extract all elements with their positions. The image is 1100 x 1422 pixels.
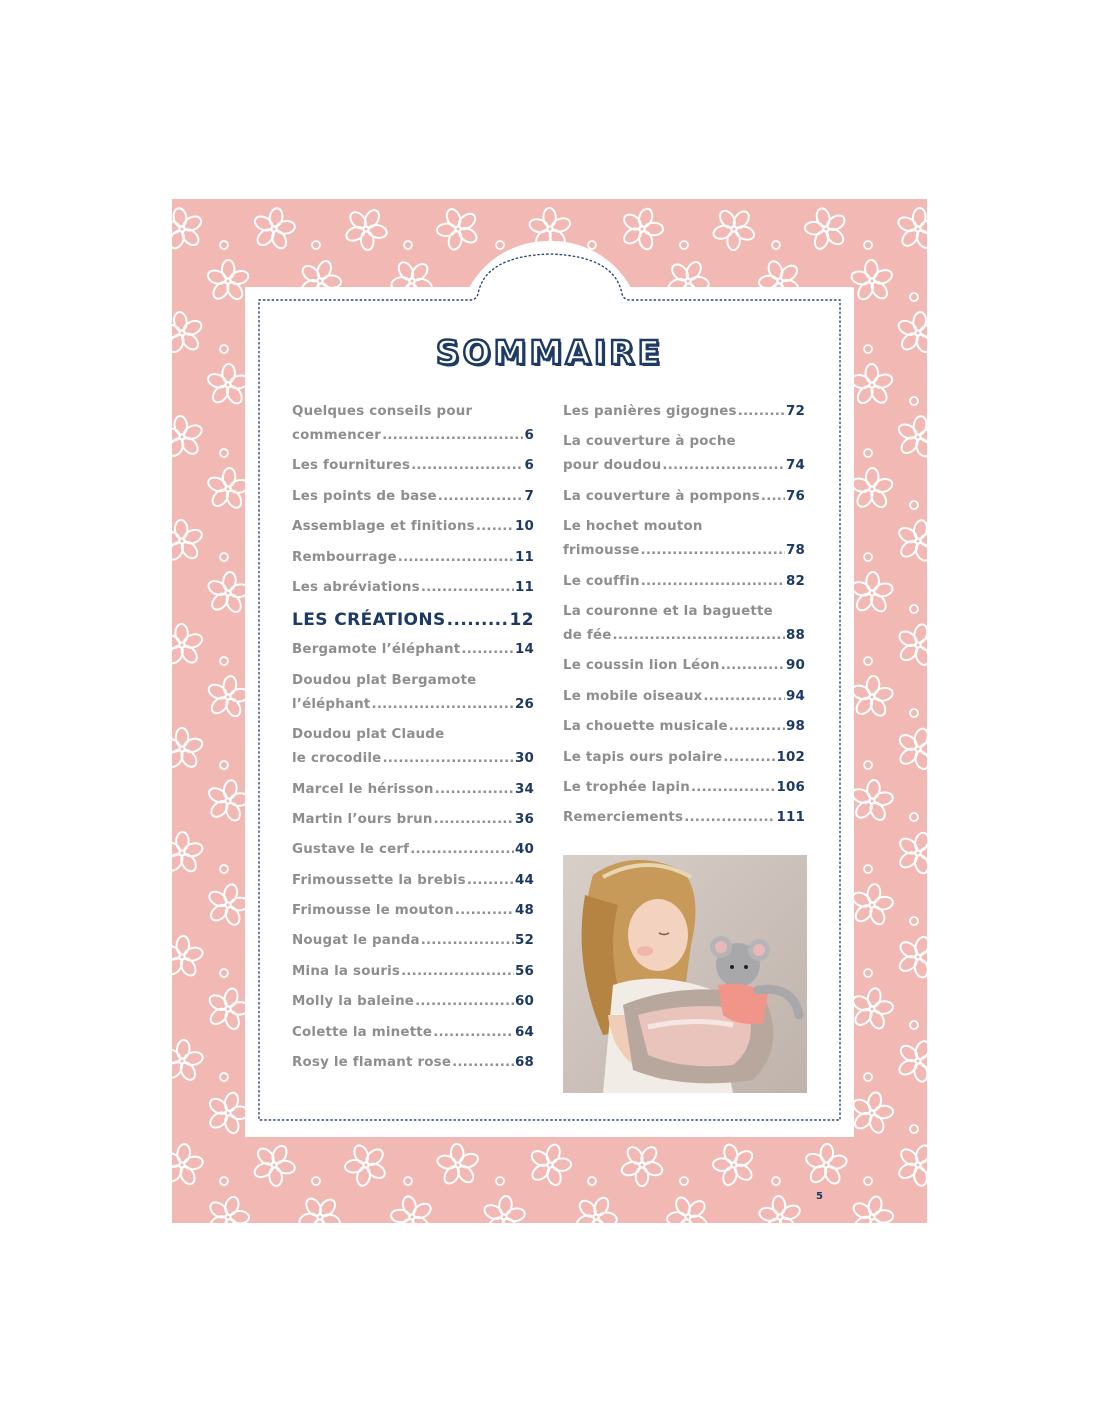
flower-icon (891, 723, 927, 775)
sommaire-entry-bergamote[interactable] (292, 638, 534, 662)
sommaire-entry-couverture-pompons[interactable] (563, 485, 805, 509)
flower-icon (893, 309, 927, 356)
entry-page-number: 72 (785, 404, 805, 419)
sommaire-entry-tapis[interactable] (563, 746, 805, 770)
entry-page-number: 40 (514, 842, 534, 858)
entry-title: La chouette musicale (563, 719, 728, 735)
entry-page-number: 82 (785, 573, 805, 589)
toc-column-right (563, 400, 805, 837)
flower-icon (892, 619, 927, 670)
sommaire-entry-coussin[interactable] (563, 654, 805, 678)
flower-icon (612, 1135, 672, 1195)
flower-icon (206, 260, 251, 303)
flower-icon (431, 1137, 486, 1193)
dot-leader (421, 576, 514, 600)
entry-title: de fée (563, 627, 612, 643)
entry-page-number: 30 (514, 751, 534, 767)
flower-icon (704, 199, 764, 259)
entry-page-number: 78 (785, 543, 805, 559)
flower-icon (172, 513, 210, 569)
entry-title-line: La couverture à poche (563, 434, 736, 450)
flower-icon (705, 1135, 764, 1195)
entry-title-line: La couronne et la baguette (563, 603, 773, 619)
entry-title: LES CRÉATIONS (292, 609, 446, 630)
flower-icon (383, 1187, 441, 1223)
flower-icon (803, 1142, 850, 1187)
sommaire-entry-nougat[interactable] (292, 929, 534, 953)
sommaire-entry-marcel[interactable] (292, 778, 534, 802)
sommaire-entry-chouette[interactable] (563, 715, 805, 739)
entry-title: Mina la souris (292, 963, 401, 979)
entry-title: Colette la minette (292, 1024, 433, 1040)
flower-icon (337, 200, 396, 258)
flower-icon (249, 204, 300, 253)
flower-icon (245, 1136, 303, 1193)
entry-title: Martin l’ours brun (292, 811, 433, 827)
entry-page-number: 74 (785, 458, 805, 474)
entry-title: Les panières gigognes (563, 404, 737, 419)
entry-page-number: 102 (776, 749, 805, 765)
flower-icon (848, 674, 895, 719)
flower-icon (172, 934, 205, 979)
sommaire-entry-doudou-bergamote[interactable] (292, 669, 534, 717)
photo-girl-with-doudou (563, 855, 807, 1093)
flower-icon (891, 826, 927, 879)
flower-icon (752, 1189, 808, 1223)
sommaire-entry-couverture-poche[interactable] (563, 430, 805, 478)
entry-page-number: 68 (514, 1055, 534, 1071)
dot-leader (703, 685, 785, 709)
entry-page-number: 11 (514, 549, 534, 565)
dot-leader (410, 838, 514, 862)
sommaire-entry-couronne[interactable] (563, 600, 805, 648)
entry-title: Gustave le cerf (292, 842, 410, 858)
flower-icon (890, 930, 927, 984)
flower-icon (290, 1187, 350, 1223)
flower-icon (658, 1187, 718, 1223)
dot-leader (398, 546, 514, 570)
sommaire-entry-frimoussette[interactable] (292, 869, 534, 893)
flower-icon (892, 516, 927, 566)
dot-leader (435, 778, 514, 802)
entry-title: Le tapis ours polaire (563, 749, 723, 765)
sommaire-entry-points[interactable] (292, 485, 534, 509)
flower-icon (172, 408, 210, 465)
flower-icon (567, 1188, 625, 1223)
sommaire-entry-martin[interactable] (292, 808, 534, 832)
entry-page-number: 6 (524, 428, 534, 443)
entry-page-number: 34 (514, 781, 534, 797)
flower-icon (615, 202, 670, 255)
entry-page-number: 106 (776, 779, 805, 795)
entry-title: Frimoussette la brebis (292, 872, 466, 888)
sommaire-entry-rembourrage[interactable] (292, 546, 534, 570)
flower-icon (849, 571, 895, 615)
sommaire-entry-colette[interactable] (292, 1021, 534, 1045)
sommaire-entry-fournitures[interactable] (292, 454, 534, 478)
entry-page-number: 56 (514, 963, 534, 979)
page-title: SOMMAIRE (435, 333, 664, 372)
dot-leader (452, 1051, 514, 1075)
entry-title: le crocodile (292, 751, 382, 767)
dot-leader (691, 776, 775, 800)
entry-page-number: 36 (514, 811, 534, 827)
flower-icon (847, 881, 897, 929)
entry-page-number: 11 (514, 579, 534, 595)
entry-title: Les fournitures (292, 458, 411, 474)
dot-leader (382, 424, 523, 448)
dot-leader (729, 715, 785, 739)
entry-title-line: Quelques conseils pour (292, 404, 473, 419)
dot-leader (421, 929, 514, 953)
dot-leader (641, 539, 785, 563)
dot-leader (761, 485, 785, 509)
flower-icon (846, 984, 897, 1033)
sommaire-entry-abreviations[interactable] (292, 576, 534, 600)
flower-icon (428, 199, 488, 259)
entry-page-number: 44 (514, 872, 534, 888)
sommaire-entry-mina[interactable] (292, 960, 534, 984)
flower-icon (523, 1139, 577, 1191)
entry-page-number: 88 (785, 627, 805, 643)
entry-title: Molly la baleine (292, 994, 415, 1010)
flower-icon (172, 204, 207, 253)
dot-leader (455, 899, 514, 923)
entry-page-number: 6 (524, 458, 534, 474)
entry-title: commencer (292, 428, 382, 443)
flower-icon (200, 1190, 255, 1223)
entry-page-number: 60 (514, 994, 534, 1010)
entry-title: Le couffin (563, 573, 640, 589)
flower-icon (172, 728, 204, 770)
dot-leader (476, 515, 514, 539)
flower-icon (172, 617, 209, 673)
sommaire-section-creations[interactable] (292, 608, 534, 632)
entry-title: Rosy le flamant rose (292, 1055, 452, 1071)
flower-icon (172, 1141, 207, 1188)
entry-page-number: 98 (785, 719, 805, 735)
entry-title-line: Le hochet mouton (563, 519, 703, 535)
entry-title: Assemblage et finitions (292, 519, 475, 535)
toc-column-left (292, 400, 534, 1081)
dot-leader (447, 608, 509, 632)
flower-icon (893, 412, 927, 461)
entry-title: frimousse (563, 543, 640, 559)
entry-title: Nougat le panda (292, 933, 420, 949)
sommaire-entry-doudou-claude[interactable] (292, 723, 534, 771)
flower-icon (890, 1137, 927, 1193)
dot-leader (641, 570, 785, 594)
flower-icon (172, 304, 211, 362)
entry-title: Rembourrage (292, 549, 397, 565)
dot-leader (382, 747, 513, 771)
entry-page-number: 90 (785, 658, 805, 674)
flower-icon (172, 1038, 206, 1084)
entry-title: Les abréviations (292, 579, 420, 595)
dot-leader (372, 693, 514, 717)
flower-icon (850, 468, 895, 511)
entry-page-number: 10 (514, 519, 534, 535)
entry-page-number: 7 (524, 488, 534, 504)
dot-leader (684, 806, 775, 830)
dot-leader (411, 454, 523, 478)
entry-title-line: Doudou plat Bergamote (292, 672, 477, 688)
entry-title: Bergamote l’éléphant (292, 642, 461, 658)
entry-page-number: 76 (785, 488, 805, 504)
entry-title: La couverture à pompons (563, 488, 760, 504)
dot-leader (433, 1021, 514, 1045)
entry-page-number: 14 (514, 642, 534, 658)
dot-leader (415, 990, 514, 1014)
sommaire-entry-frimousse[interactable] (292, 899, 534, 923)
entry-title: Le mobile oiseaux (563, 688, 703, 704)
entry-page-number: 12 (509, 609, 534, 630)
page-number: 5 (816, 1191, 823, 1202)
dot-leader (662, 454, 785, 478)
flower-icon (848, 777, 897, 824)
entry-page-number: 48 (514, 903, 534, 919)
entry-page-number: 94 (785, 688, 805, 704)
entry-page-number: 52 (514, 933, 534, 949)
sommaire-entry-gustave[interactable] (292, 838, 534, 862)
dot-leader (723, 746, 775, 770)
dot-leader (721, 654, 785, 678)
entry-page-number: 64 (514, 1024, 534, 1040)
dot-leader (738, 400, 785, 424)
sommaire-entry-molly[interactable] (292, 990, 534, 1014)
sommaire-entry-rosy[interactable] (292, 1051, 534, 1075)
flower-icon (894, 206, 927, 252)
sommaire-entry-panieres[interactable] (563, 400, 805, 424)
entry-page-number: 26 (514, 696, 534, 712)
sommaire-entry-assemblage[interactable] (292, 515, 534, 539)
entry-title: Le trophée lapin (563, 779, 690, 795)
dot-leader (461, 638, 514, 662)
entry-title: l’éléphant (292, 696, 371, 712)
flower-icon (845, 1191, 898, 1223)
sommaire-entry-trophee[interactable] (563, 776, 805, 800)
entry-title: Frimousse le mouton (292, 903, 454, 919)
dot-leader (613, 624, 785, 648)
flower-icon (480, 1193, 529, 1223)
sommaire-entry-mobile[interactable] (563, 685, 805, 709)
entry-title: Les points de base (292, 488, 437, 504)
entry-title: Remerciements (563, 810, 684, 826)
dot-leader (434, 808, 514, 832)
sommaire-entry-hochet[interactable] (563, 515, 805, 563)
entry-page-number: 111 (776, 810, 805, 826)
flower-icon (797, 199, 856, 258)
entry-title: Marcel le hérisson (292, 781, 434, 797)
sommaire-entry-couffin[interactable] (563, 570, 805, 594)
dot-leader (467, 869, 514, 893)
entry-title: Le coussin lion Léon (563, 658, 720, 674)
dot-leader (401, 960, 514, 984)
flower-icon (336, 1135, 396, 1196)
entry-title-line: Doudou plat Claude (292, 727, 445, 743)
dot-leader (438, 485, 524, 509)
flower-icon (172, 831, 205, 874)
flower-icon (890, 1033, 927, 1088)
sommaire-entry-conseils[interactable] (292, 400, 534, 448)
sommaire-entry-remerciements[interactable] (563, 806, 805, 830)
entry-title: pour doudou (563, 458, 662, 474)
